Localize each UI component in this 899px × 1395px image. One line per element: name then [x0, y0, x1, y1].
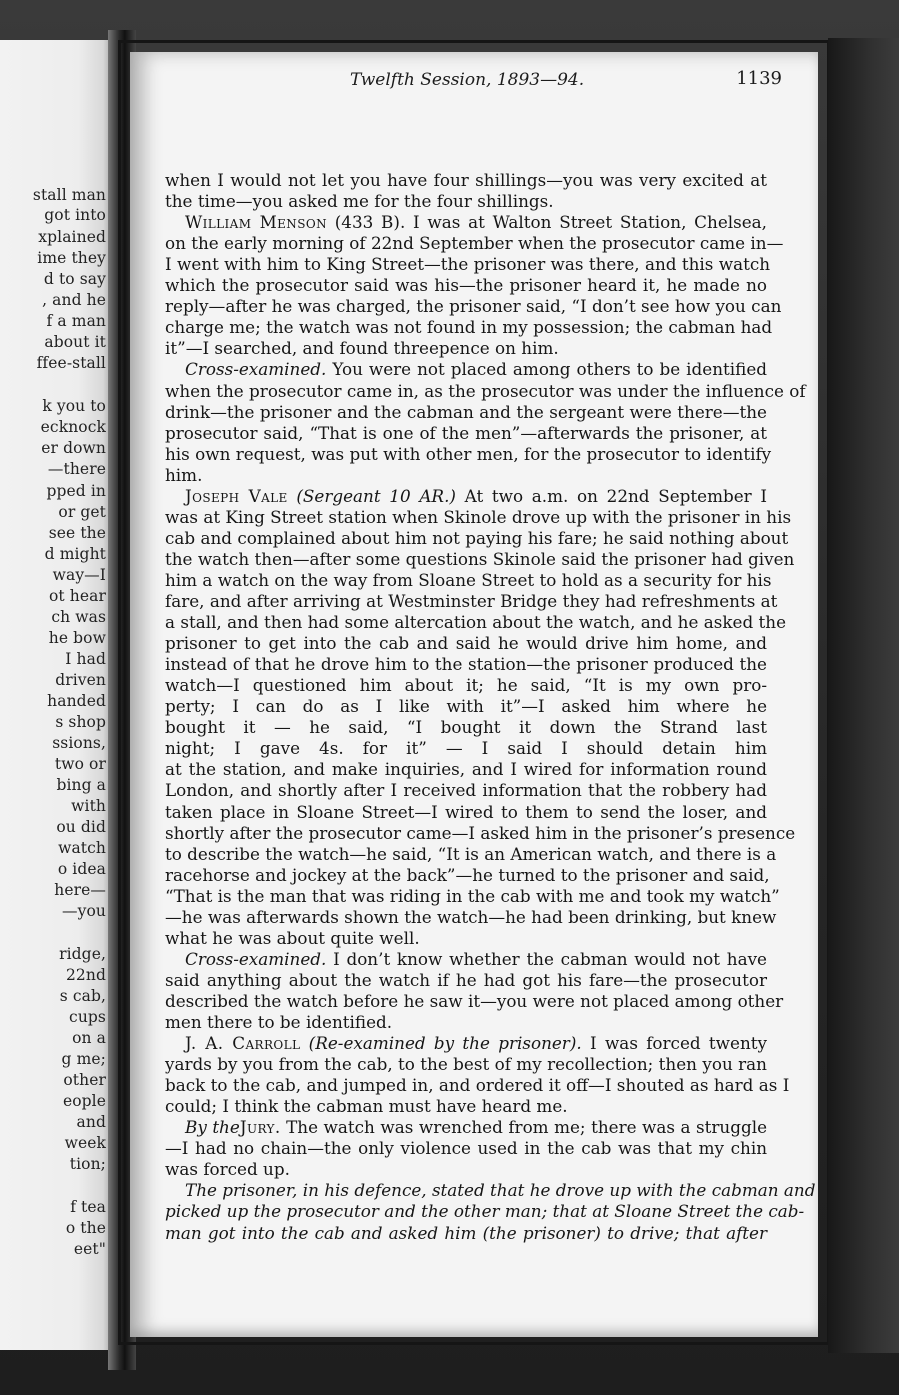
text-span: watch—I questioned him about it; he said, “It is my own pro-	[165, 675, 767, 696]
left-page-line: xplained	[38, 228, 106, 246]
text-span: him.	[165, 464, 203, 485]
text-line	[165, 191, 767, 211]
text-span: (Re-examined by the prisoner).	[300, 1033, 582, 1054]
text-line	[165, 254, 771, 275]
running-header	[150, 66, 790, 96]
text-line	[165, 402, 767, 422]
witness-name: J. A. Carroll	[185, 1033, 301, 1054]
session-title: Twelfth Session, 1893—94.	[350, 70, 585, 90]
left-page-line: f tea	[70, 1198, 106, 1216]
defence-text: The prisoner, in his defence, stated that he drove up with the cabman and	[185, 1180, 816, 1201]
text-line	[165, 275, 767, 295]
left-page-line: or get	[58, 503, 106, 521]
text-line	[165, 1138, 767, 1158]
text-span: which the prosecutor said was his—the prisoner heard it, he made no	[165, 275, 767, 296]
left-page-line: see the	[48, 524, 106, 542]
left-page-line: way—I	[52, 566, 106, 584]
defence-line	[185, 1180, 816, 1201]
text-span: said anything about the watch if he had got his fare—the prosecutor	[165, 969, 767, 990]
text-line	[165, 443, 772, 464]
text-span: —he was afterwards shown the watch—he had been drinking, but knew	[165, 906, 777, 927]
text-span: the time—you asked me for the four shillings.	[165, 191, 554, 212]
text-span: fare, and after arriving at Westminster Bridge they had refreshments at	[165, 591, 778, 611]
text-span: shortly after the prosecutor came—I asked him in the prisoner’s presence	[165, 822, 796, 843]
text-line	[165, 569, 772, 590]
left-page-line: o idea	[57, 860, 106, 878]
text-line	[165, 864, 770, 885]
text-line	[165, 1096, 767, 1116]
text-span: to describe the watch—he said, “It is an American watch, and there is a	[165, 843, 777, 864]
left-page-line: he bow	[48, 629, 106, 647]
text-line	[165, 990, 784, 1011]
text-span: I don’t know whether the cabman would not have	[326, 948, 767, 969]
text-span: racehorse and jockey at the back”—he turned to the prisoner and said,	[165, 864, 770, 885]
text-span: At two a.m. on 22nd September I	[455, 485, 767, 506]
text-span: on the early morning of 22nd September when the prosecutor came in—	[165, 233, 784, 254]
text-span: instead of that he drove him to the station—the prisoner produced the	[165, 654, 767, 675]
text-line	[165, 1054, 767, 1074]
text-span: I was forced twenty	[581, 1033, 768, 1054]
left-page-line: ime they	[37, 249, 106, 267]
left-page-line: other	[63, 1071, 106, 1089]
left-page-line: f a man	[46, 312, 106, 330]
text-span: described the watch before he saw it—you were not placed among other	[165, 990, 784, 1011]
left-page-line: with	[71, 797, 106, 815]
paragraph-start	[185, 359, 767, 379]
left-page-line: about it	[44, 333, 106, 351]
left-page-line: ch was	[51, 608, 106, 626]
paragraph-start	[185, 212, 767, 232]
left-page-line: pped in	[46, 482, 106, 500]
text-line	[165, 1012, 767, 1032]
left-page-line: , and he	[42, 291, 106, 309]
text-line	[165, 654, 767, 674]
paragraph-start	[185, 486, 767, 506]
left-page-line: —there	[47, 460, 106, 478]
text-line	[165, 802, 767, 822]
text-line	[165, 506, 792, 527]
text-span: at the station, and make inquiries, and I wired for information round	[165, 759, 767, 780]
text-span: the watch then—after some questions Skinole said the prisoner had given	[165, 548, 795, 569]
text-span: back to the cab, and jumped in, and ordered it off—I shouted as hard as I	[165, 1075, 790, 1096]
paragraph-start	[185, 1117, 767, 1137]
left-page-line: handed	[47, 692, 106, 710]
paragraph-start	[185, 949, 767, 969]
left-page-line: d might	[44, 545, 106, 563]
left-page-line: er down	[41, 439, 106, 457]
text-span: perty; I can do as I like with it”—I asked him where he	[165, 696, 767, 717]
text-span: (433 B). I was at Walton Street Station, Chelsea,	[326, 212, 767, 233]
left-page-line: ou did	[56, 818, 106, 836]
text-span: prisoner to get into the cab and said he would drive him home, and	[165, 633, 767, 654]
left-page-line: ffee-stall	[36, 354, 106, 372]
text-line	[165, 738, 767, 758]
left-page-line: d to say	[43, 270, 106, 288]
text-span: —I had no chain—the only violence used in the cab was that my chin	[165, 1138, 767, 1159]
cross-examined-label: Cross-examined.	[185, 948, 327, 969]
text-line	[165, 675, 767, 695]
text-line	[165, 317, 773, 338]
defence-line	[165, 1201, 805, 1222]
text-line	[165, 380, 806, 401]
left-page-line: I had	[65, 650, 106, 668]
text-span: yards by you from the cab, to the best of my recollection; then you ran	[165, 1054, 767, 1075]
text-span: (Sergeant 10 AR.)	[287, 485, 456, 506]
text-span: was forced up.	[165, 1159, 290, 1180]
text-span: him a watch on the way from Sloane Street to hold as a security for his	[165, 569, 772, 590]
page-number: 1139	[736, 68, 782, 89]
text-line	[165, 843, 777, 864]
text-span: bought it — he said, “I bought it down the Strand last	[165, 717, 767, 738]
text-span: London, and shortly after I received information that the robbery had	[165, 780, 767, 801]
defence-text: picked up the prosecutor and the other man; that at Sloane Street the cab-	[165, 1201, 805, 1222]
text-span: when the prosecutor came in, as the prosecutor was under the influence of	[165, 380, 806, 401]
witness-name: William Menson	[185, 212, 327, 233]
cross-examined-label: Cross-examined.	[185, 359, 327, 380]
text-span: was at King Street station when Skinole drove up with the prisoner in his	[165, 506, 792, 527]
left-page	[0, 40, 112, 1350]
text-line	[165, 548, 795, 569]
text-line	[165, 1159, 767, 1179]
left-page-line: s shop	[55, 713, 106, 731]
text-line	[165, 780, 767, 800]
paragraph-start	[185, 1033, 767, 1053]
text-line	[165, 696, 767, 716]
text-line	[165, 296, 782, 317]
text-span: taken place in Sloane Street—I wired to them to send the loser, and	[165, 801, 767, 822]
text-span: his own request, was put with other men, for the prosecutor to identify	[165, 443, 772, 464]
left-page-line: o the	[65, 1219, 106, 1237]
text-span: when I would not let you have four shillings—you was very excited at	[165, 170, 767, 190]
left-page-line: week	[64, 1134, 106, 1152]
left-page-line: eet"	[73, 1240, 106, 1258]
left-page-line: got into	[44, 206, 106, 224]
text-span: “That is the man that was riding in the cab with me and took my watch”	[165, 885, 780, 906]
left-page-line: ridge,	[59, 945, 106, 963]
left-page-line: here—	[54, 881, 106, 899]
defence-line	[165, 1223, 767, 1243]
text-span: men there to be identified.	[165, 1012, 393, 1032]
left-page-line: cups	[69, 1008, 106, 1026]
text-line	[165, 170, 767, 190]
jury-label: By the	[185, 1117, 240, 1138]
left-page-line: eople	[62, 1092, 106, 1110]
text-line	[165, 527, 789, 548]
text-line	[165, 465, 767, 485]
text-line	[165, 759, 767, 779]
text-line	[165, 822, 796, 843]
text-line	[165, 233, 784, 254]
text-span: charge me; the watch was not found in my possession; the cabman had	[165, 317, 773, 338]
left-page-line: ot hear	[49, 587, 106, 605]
text-line	[165, 717, 767, 737]
left-page-line: ssions,	[52, 734, 106, 752]
text-line	[165, 338, 767, 358]
text-span: You were not placed among others to be identified	[326, 359, 767, 380]
text-span: what he was about quite well.	[165, 927, 420, 948]
text-line	[165, 1075, 790, 1096]
defence-text: man got into the cab and asked him (the prisoner) to drive; that after	[165, 1222, 767, 1243]
left-page-line: k you to	[42, 397, 106, 415]
text-span: it”—I searched, and found threepence on him.	[165, 338, 559, 359]
text-line	[165, 906, 777, 927]
text-line	[165, 423, 767, 443]
text-line	[165, 633, 767, 653]
text-line	[165, 885, 780, 906]
left-page-line: watch	[58, 839, 106, 857]
text-span: prosecutor said, “That is one of the men”—afterwards the prisoner, at	[165, 422, 767, 443]
text-span: could; I think the cabman must have heard me.	[165, 1096, 568, 1117]
text-span: I went with him to King Street—the prisoner was there, and this watch	[165, 254, 771, 275]
text-span: drink—the prisoner and the cabman and the sergeant were there—the	[165, 401, 767, 422]
left-page-line: —you	[62, 902, 106, 920]
text-span: cab and complained about him not paying his fare; he said nothing about	[165, 527, 789, 548]
left-page-line: ecknock	[40, 418, 106, 436]
text-line	[165, 970, 767, 990]
text-span: a stall, and then had some altercation about the watch, and he asked the	[165, 612, 787, 633]
left-page-line: and	[76, 1113, 106, 1131]
text-span: night; I gave 4s. for it” — I said I should detain him	[165, 738, 767, 759]
text-line	[165, 928, 767, 948]
witness-name: Joseph Vale	[185, 485, 288, 506]
text-line	[165, 612, 787, 633]
left-page-line: two or	[54, 755, 106, 773]
left-page-line: tion;	[69, 1155, 106, 1173]
text-span: reply—after he was charged, the prisoner said, “I don’t see how you can	[165, 296, 782, 317]
left-page-line: s cab,	[59, 987, 106, 1005]
text-line	[165, 591, 778, 611]
left-page-line: on a	[72, 1029, 106, 1047]
left-page-line: stall man	[32, 186, 106, 204]
left-page-line: 22nd	[65, 966, 106, 984]
text-span: Jury.	[239, 1117, 281, 1138]
left-page-line: bing a	[56, 776, 106, 794]
frame-edge	[828, 38, 899, 1353]
text-span: The watch was wrenched from me; there was a struggle	[280, 1117, 767, 1138]
left-page-line: g me;	[61, 1050, 106, 1068]
left-page-line: driven	[55, 671, 106, 689]
